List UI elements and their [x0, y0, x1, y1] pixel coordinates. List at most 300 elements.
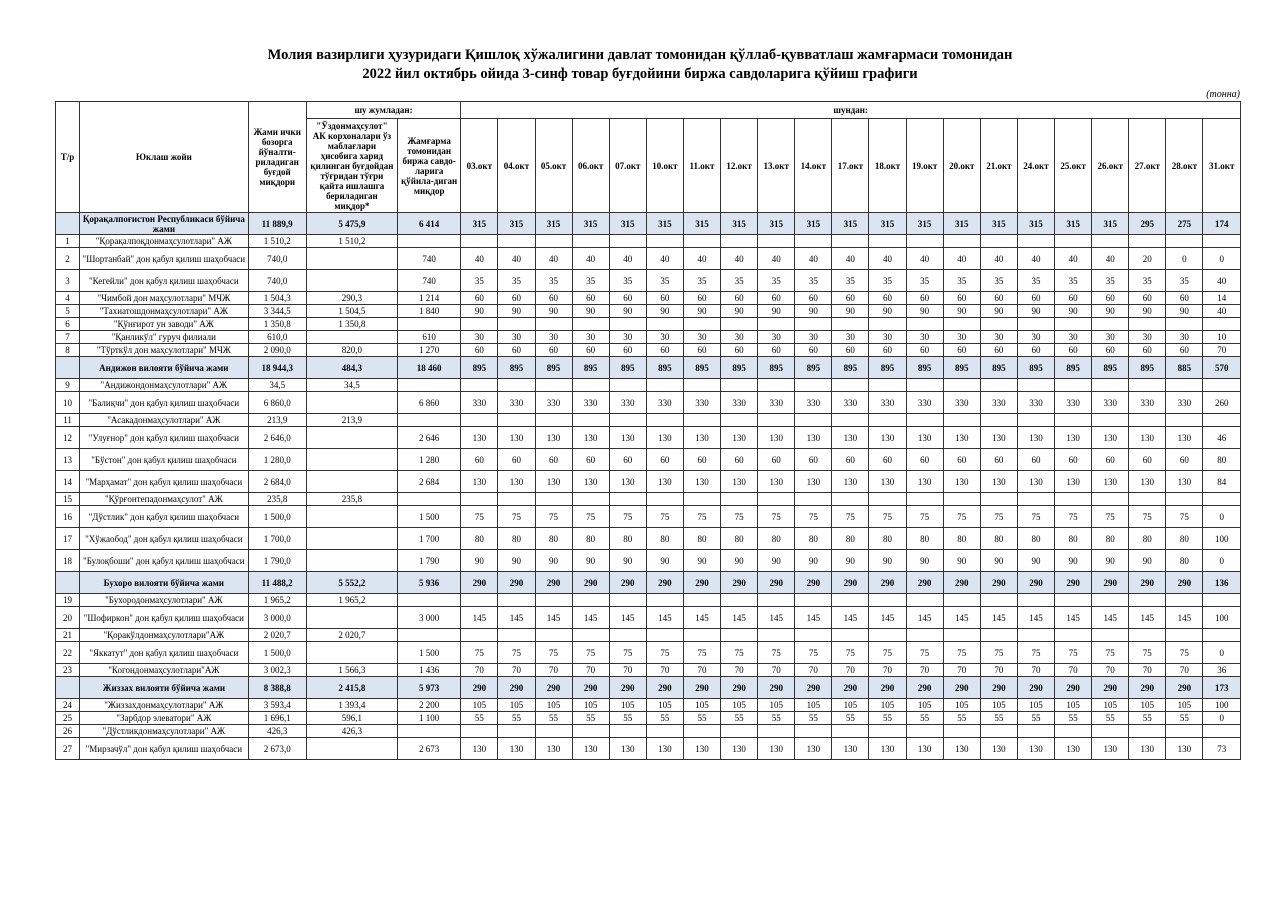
daily-amount	[1129, 725, 1166, 738]
daily-amount	[980, 379, 1017, 392]
daily-amount	[758, 594, 795, 607]
daily-amount	[980, 594, 1017, 607]
daily-amount: 130	[646, 471, 683, 493]
daily-amount	[1129, 629, 1166, 642]
row-number: 20	[56, 607, 80, 629]
daily-amount: 30	[758, 331, 795, 344]
daily-amount: 315	[646, 213, 683, 235]
daily-amount: 60	[572, 344, 609, 357]
daily-amount: 145	[1129, 607, 1166, 629]
daily-amount: 75	[1166, 642, 1203, 664]
header-date: 20.окт	[943, 119, 980, 213]
daily-amount: 75	[869, 506, 906, 528]
daily-amount: 330	[832, 392, 869, 414]
daily-amount: 80	[1129, 528, 1166, 550]
row-number: 18	[56, 550, 80, 572]
daily-amount: 60	[906, 292, 943, 305]
own-funds-amount	[306, 449, 397, 471]
daily-amount: 60	[498, 449, 535, 471]
daily-amount: 60	[683, 344, 720, 357]
daily-amount: 90	[1129, 550, 1166, 572]
loading-place: Жиззах вилояти бўйича жами	[80, 677, 249, 699]
daily-amount: 315	[683, 213, 720, 235]
daily-amount	[1203, 629, 1241, 642]
own-funds-amount: 2 020,7	[306, 629, 397, 642]
daily-amount: 60	[535, 344, 572, 357]
header-date: 27.окт	[1129, 119, 1166, 213]
loading-place: "Кегейли" дон қабул қилиш шаҳобчаси	[80, 270, 249, 292]
header-date: 21.окт	[980, 119, 1017, 213]
daily-amount: 130	[498, 471, 535, 493]
daily-amount: 330	[943, 392, 980, 414]
daily-amount: 60	[980, 344, 1017, 357]
daily-amount: 290	[943, 677, 980, 699]
daily-amount: 80	[1166, 528, 1203, 550]
row-number: 6	[56, 318, 80, 331]
daily-amount: 75	[572, 642, 609, 664]
daily-amount: 130	[609, 427, 646, 449]
daily-amount	[535, 493, 572, 506]
daily-amount	[572, 235, 609, 248]
daily-amount: 130	[1055, 471, 1092, 493]
daily-amount	[646, 629, 683, 642]
daily-amount: 130	[721, 427, 758, 449]
daily-amount	[795, 379, 832, 392]
daily-amount: 105	[498, 699, 535, 712]
daily-amount: 105	[758, 699, 795, 712]
daily-amount: 130	[683, 738, 720, 760]
loading-place: "Дўстлик" дон қабул қилиш шаҳобчаси	[80, 506, 249, 528]
daily-amount: 60	[1017, 449, 1054, 471]
daily-amount: 145	[795, 607, 832, 629]
daily-amount: 330	[1055, 392, 1092, 414]
daily-amount: 130	[980, 427, 1017, 449]
daily-amount	[1166, 235, 1203, 248]
daily-amount: 100	[1203, 607, 1241, 629]
daily-amount	[609, 725, 646, 738]
own-funds-amount: 290,3	[306, 292, 397, 305]
daily-amount: 60	[683, 449, 720, 471]
stock-amount: 610,0	[248, 331, 306, 344]
table-row	[56, 318, 1241, 331]
daily-amount: 80	[758, 528, 795, 550]
daily-amount: 130	[498, 738, 535, 760]
header-date: 28.окт	[1166, 119, 1203, 213]
table-row	[56, 270, 1241, 292]
stock-amount: 1 500,0	[248, 642, 306, 664]
daily-amount	[609, 594, 646, 607]
exchange-amount	[398, 235, 461, 248]
daily-amount	[535, 235, 572, 248]
daily-amount: 290	[498, 677, 535, 699]
row-number	[56, 572, 80, 594]
daily-amount: 75	[869, 642, 906, 664]
daily-amount: 75	[683, 642, 720, 664]
header-place: Юклаш жойи	[80, 102, 249, 213]
row-number: 11	[56, 414, 80, 427]
daily-amount	[1055, 493, 1092, 506]
header-date: 03.окт	[461, 119, 498, 213]
daily-amount: 130	[461, 738, 498, 760]
daily-amount: 30	[1017, 331, 1054, 344]
daily-amount: 60	[943, 449, 980, 471]
loading-place: "Бухородонмаҳсулотлари" АЖ	[80, 594, 249, 607]
header-own-funds: "Ўздонмаҳсулот" АК корхоналари ўз маблағлари ҳисобига харид қилинган буғдойдан тўғридан тўғри қайта ишлашга бериладиган миқдор*	[306, 119, 397, 213]
daily-amount	[683, 725, 720, 738]
stock-amount: 1 696,1	[248, 712, 306, 725]
daily-amount: 130	[906, 471, 943, 493]
daily-amount: 315	[1055, 213, 1092, 235]
daily-amount	[869, 318, 906, 331]
daily-amount: 290	[1017, 677, 1054, 699]
daily-amount: 145	[1166, 607, 1203, 629]
exchange-amount: 610	[398, 331, 461, 344]
daily-amount: 105	[1017, 699, 1054, 712]
table-row	[56, 738, 1241, 760]
daily-amount	[646, 379, 683, 392]
daily-amount: 40	[609, 248, 646, 270]
daily-amount: 90	[683, 305, 720, 318]
daily-amount: 130	[1092, 738, 1129, 760]
daily-amount: 20	[1129, 248, 1166, 270]
own-funds-amount: 34,5	[306, 379, 397, 392]
daily-amount	[1017, 725, 1054, 738]
daily-amount	[795, 629, 832, 642]
daily-amount: 290	[980, 572, 1017, 594]
daily-amount: 136	[1203, 572, 1241, 594]
daily-amount: 895	[943, 357, 980, 379]
daily-amount: 40	[1203, 270, 1241, 292]
daily-amount: 55	[758, 712, 795, 725]
daily-amount: 290	[1017, 572, 1054, 594]
daily-amount: 60	[943, 292, 980, 305]
row-number: 13	[56, 449, 80, 471]
daily-amount: 60	[832, 292, 869, 305]
daily-amount: 145	[832, 607, 869, 629]
table-row	[56, 699, 1241, 712]
daily-amount: 315	[832, 213, 869, 235]
daily-amount	[869, 379, 906, 392]
loading-place: "Булоқбоши" дон қабул қилиш шаҳобчаси	[80, 550, 249, 572]
daily-amount	[461, 493, 498, 506]
daily-amount: 40	[832, 248, 869, 270]
daily-amount: 90	[1129, 305, 1166, 318]
daily-amount: 60	[683, 292, 720, 305]
daily-amount: 330	[498, 392, 535, 414]
daily-amount: 40	[906, 248, 943, 270]
daily-amount: 75	[498, 642, 535, 664]
daily-amount: 130	[795, 427, 832, 449]
own-funds-amount: 5 552,2	[306, 572, 397, 594]
daily-amount: 60	[609, 449, 646, 471]
own-funds-amount	[306, 506, 397, 528]
daily-amount: 40	[869, 248, 906, 270]
daily-amount: 73	[1203, 738, 1241, 760]
row-number: 23	[56, 664, 80, 677]
daily-amount: 55	[906, 712, 943, 725]
daily-amount: 40	[461, 248, 498, 270]
daily-amount: 895	[609, 357, 646, 379]
daily-amount: 315	[535, 213, 572, 235]
stock-amount: 2 646,0	[248, 427, 306, 449]
daily-amount: 100	[1203, 528, 1241, 550]
daily-amount: 895	[461, 357, 498, 379]
daily-amount: 70	[683, 664, 720, 677]
daily-amount: 290	[1166, 677, 1203, 699]
daily-amount: 30	[1129, 331, 1166, 344]
daily-amount: 84	[1203, 471, 1241, 493]
daily-amount: 60	[535, 292, 572, 305]
daily-amount: 315	[869, 213, 906, 235]
table-row	[56, 712, 1241, 725]
daily-amount: 90	[498, 305, 535, 318]
table-row	[56, 471, 1241, 493]
daily-amount: 60	[906, 449, 943, 471]
daily-amount: 60	[498, 292, 535, 305]
daily-amount	[498, 725, 535, 738]
daily-amount	[535, 629, 572, 642]
row-number: 2	[56, 248, 80, 270]
daily-amount: 145	[646, 607, 683, 629]
daily-amount: 90	[535, 550, 572, 572]
daily-amount: 145	[980, 607, 1017, 629]
loading-place: "Асакадонмаҳсулотлари" АЖ	[80, 414, 249, 427]
daily-amount: 130	[832, 471, 869, 493]
daily-amount: 290	[646, 572, 683, 594]
daily-amount: 35	[683, 270, 720, 292]
daily-amount: 315	[461, 213, 498, 235]
header-date: 18.окт	[869, 119, 906, 213]
daily-amount: 80	[943, 528, 980, 550]
daily-amount: 60	[1017, 344, 1054, 357]
daily-amount	[498, 235, 535, 248]
daily-amount	[461, 594, 498, 607]
daily-amount	[1129, 235, 1166, 248]
daily-amount: 30	[1055, 331, 1092, 344]
daily-amount: 130	[535, 471, 572, 493]
exchange-amount: 1 790	[398, 550, 461, 572]
daily-amount: 130	[572, 427, 609, 449]
daily-amount: 60	[646, 449, 683, 471]
daily-amount: 30	[832, 331, 869, 344]
stock-amount: 8 388,8	[248, 677, 306, 699]
daily-amount: 70	[572, 664, 609, 677]
daily-amount: 55	[498, 712, 535, 725]
header-date: 04.окт	[498, 119, 535, 213]
daily-amount: 145	[609, 607, 646, 629]
daily-amount	[1017, 629, 1054, 642]
loading-place: "Балиқчи" дон қабул қилиш шаҳобчаси	[80, 392, 249, 414]
daily-amount: 570	[1203, 357, 1241, 379]
daily-amount: 895	[1129, 357, 1166, 379]
daily-amount	[758, 629, 795, 642]
exchange-amount	[398, 379, 461, 392]
loading-place: "Улуғнор" дон қабул қилиш шаҳобчаси	[80, 427, 249, 449]
daily-amount: 885	[1166, 357, 1203, 379]
daily-amount: 90	[758, 550, 795, 572]
daily-amount	[609, 629, 646, 642]
daily-amount: 75	[943, 506, 980, 528]
region-total-row	[56, 677, 1241, 699]
daily-amount: 130	[869, 471, 906, 493]
daily-amount: 290	[683, 572, 720, 594]
loading-place: "Қоракўлдонмаҳсулотлари"АЖ	[80, 629, 249, 642]
row-number: 14	[56, 471, 80, 493]
daily-amount: 80	[572, 528, 609, 550]
stock-amount: 3 000,0	[248, 607, 306, 629]
table-row	[56, 379, 1241, 392]
daily-amount: 145	[758, 607, 795, 629]
daily-amount: 80	[498, 528, 535, 550]
daily-amount: 315	[1092, 213, 1129, 235]
exchange-amount: 1 500	[398, 642, 461, 664]
daily-amount: 60	[758, 292, 795, 305]
daily-amount: 105	[683, 699, 720, 712]
header-date: 13.окт	[758, 119, 795, 213]
stock-amount: 11 889,9	[248, 213, 306, 235]
daily-amount: 105	[461, 699, 498, 712]
daily-amount: 130	[535, 427, 572, 449]
daily-amount	[869, 594, 906, 607]
daily-amount: 80	[906, 528, 943, 550]
daily-amount: 290	[795, 572, 832, 594]
daily-amount	[498, 594, 535, 607]
daily-amount: 75	[1017, 506, 1054, 528]
daily-amount	[1166, 594, 1203, 607]
daily-amount	[1203, 379, 1241, 392]
daily-amount: 315	[721, 213, 758, 235]
daily-amount: 130	[758, 471, 795, 493]
daily-amount: 130	[1055, 427, 1092, 449]
daily-amount: 895	[758, 357, 795, 379]
loading-place: "Хўжаобод" дон қабул қилиш шаҳобчаси	[80, 528, 249, 550]
daily-amount: 30	[795, 331, 832, 344]
daily-amount: 90	[943, 305, 980, 318]
daily-amount: 75	[646, 506, 683, 528]
table-row	[56, 392, 1241, 414]
daily-amount: 130	[869, 738, 906, 760]
exchange-amount	[398, 414, 461, 427]
exchange-amount: 1 840	[398, 305, 461, 318]
exchange-amount: 1 214	[398, 292, 461, 305]
region-total-row	[56, 357, 1241, 379]
stock-amount: 6 860,0	[248, 392, 306, 414]
daily-amount	[1017, 414, 1054, 427]
daily-amount	[721, 725, 758, 738]
daily-amount: 90	[832, 305, 869, 318]
daily-amount: 90	[1017, 305, 1054, 318]
daily-amount: 60	[498, 344, 535, 357]
daily-amount: 130	[535, 738, 572, 760]
stock-amount: 235,8	[248, 493, 306, 506]
daily-amount	[609, 493, 646, 506]
loading-place: "Қорақалпоқдонмаҳсулотлари" АЖ	[80, 235, 249, 248]
daily-amount: 60	[906, 344, 943, 357]
daily-amount: 30	[683, 331, 720, 344]
row-number: 15	[56, 493, 80, 506]
stock-amount: 34,5	[248, 379, 306, 392]
header-of-which: шундан:	[461, 102, 1241, 119]
daily-amount: 290	[646, 677, 683, 699]
own-funds-amount	[306, 392, 397, 414]
document-title	[0, 46, 1280, 84]
header-date: 11.окт	[683, 119, 720, 213]
daily-amount: 55	[535, 712, 572, 725]
daily-amount: 290	[832, 572, 869, 594]
daily-amount: 60	[1129, 449, 1166, 471]
daily-amount: 35	[572, 270, 609, 292]
daily-amount: 275	[1166, 213, 1203, 235]
daily-amount	[1055, 379, 1092, 392]
row-number: 8	[56, 344, 80, 357]
daily-amount: 895	[980, 357, 1017, 379]
own-funds-amount	[306, 528, 397, 550]
daily-amount: 290	[1166, 572, 1203, 594]
own-funds-amount: 1 566,3	[306, 664, 397, 677]
daily-amount	[646, 725, 683, 738]
daily-amount: 145	[1017, 607, 1054, 629]
daily-amount: 895	[832, 357, 869, 379]
row-number: 12	[56, 427, 80, 449]
daily-amount	[461, 629, 498, 642]
header-date: 10.окт	[646, 119, 683, 213]
header-date: 31.окт	[1203, 119, 1241, 213]
daily-amount: 35	[461, 270, 498, 292]
title-line-2: 2022 йил октябрь ойида 3-синф товар буғдойини биржа савдоларига қўйиш графиги	[362, 66, 918, 82]
stock-amount: 740,0	[248, 270, 306, 292]
own-funds-amount: 1 350,8	[306, 318, 397, 331]
daily-amount	[869, 235, 906, 248]
table-body	[56, 213, 1241, 760]
row-number: 10	[56, 392, 80, 414]
daily-amount: 130	[646, 427, 683, 449]
daily-amount: 35	[535, 270, 572, 292]
stock-amount: 3 593,4	[248, 699, 306, 712]
daily-amount	[535, 594, 572, 607]
own-funds-amount: 426,3	[306, 725, 397, 738]
daily-amount: 40	[980, 248, 1017, 270]
daily-amount: 290	[1129, 677, 1166, 699]
daily-amount	[498, 379, 535, 392]
daily-amount: 895	[572, 357, 609, 379]
daily-amount: 105	[572, 699, 609, 712]
daily-amount: 315	[795, 213, 832, 235]
daily-amount: 35	[906, 270, 943, 292]
daily-amount: 290	[832, 677, 869, 699]
loading-place: "Тахиатошдонмаҳсулотлари" АЖ	[80, 305, 249, 318]
daily-amount	[906, 725, 943, 738]
daily-amount: 105	[535, 699, 572, 712]
daily-amount	[832, 594, 869, 607]
header-including: шу жумладан:	[306, 102, 461, 119]
daily-amount: 130	[683, 471, 720, 493]
daily-amount	[609, 235, 646, 248]
stock-amount: 213,9	[248, 414, 306, 427]
daily-amount	[1203, 318, 1241, 331]
daily-amount: 290	[758, 572, 795, 594]
daily-amount: 145	[535, 607, 572, 629]
unit-label: (тонна)	[1206, 89, 1240, 100]
own-funds-amount: 1 504,5	[306, 305, 397, 318]
daily-amount: 330	[572, 392, 609, 414]
daily-amount: 75	[572, 506, 609, 528]
daily-amount: 46	[1203, 427, 1241, 449]
daily-amount: 105	[869, 699, 906, 712]
exchange-amount: 6 414	[398, 213, 461, 235]
daily-amount: 80	[795, 528, 832, 550]
daily-amount: 35	[1017, 270, 1054, 292]
header-date: 05.окт	[535, 119, 572, 213]
